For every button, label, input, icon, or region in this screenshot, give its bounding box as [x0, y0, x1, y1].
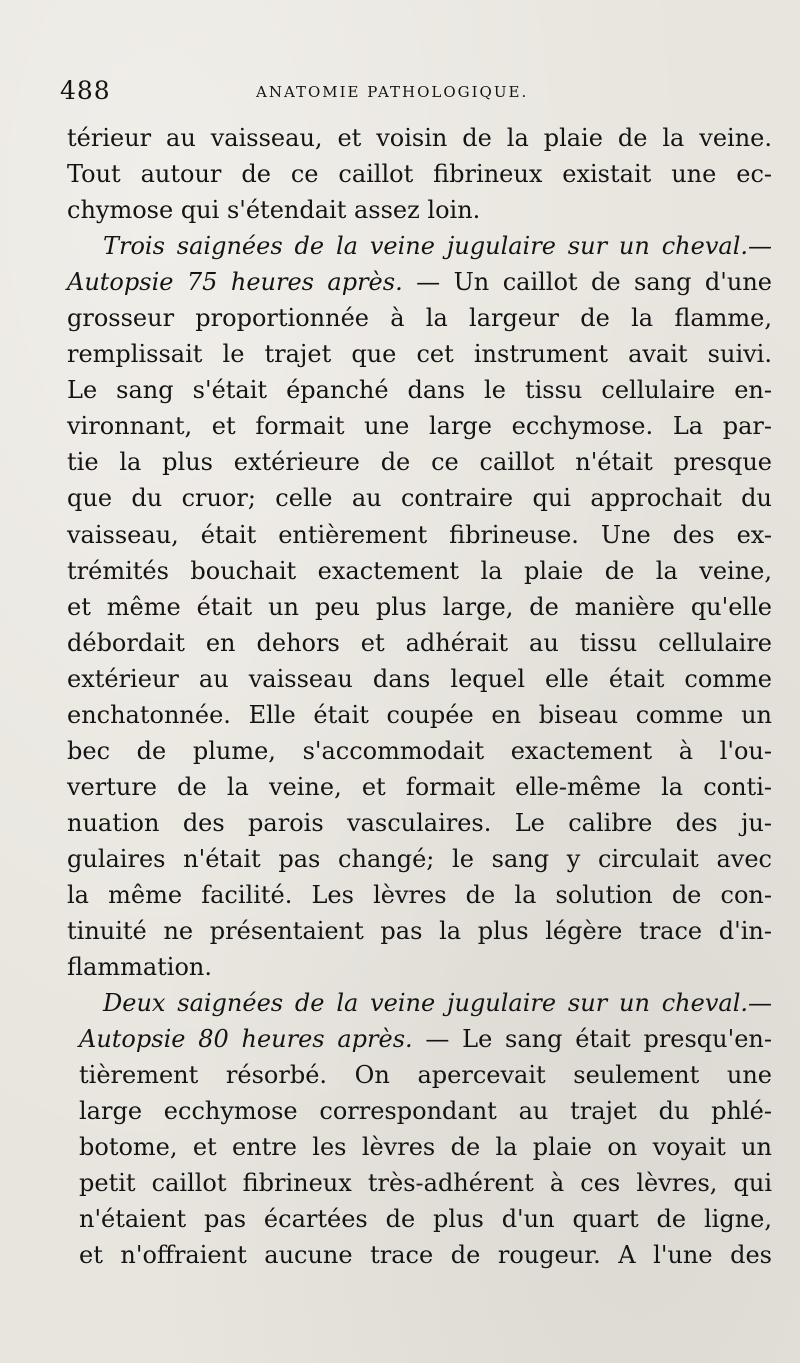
text-line: nuation des parois vasculaires. Le calibre des ju-	[67, 808, 772, 837]
text-line: bec de plume, s'accommodait exactement à l'ou-	[67, 736, 772, 765]
text-line	[67, 1021, 772, 1057]
text-line: n'étaient pas écartées de plus d'un quart de ligne,	[79, 1205, 772, 1234]
text-line: grosseur proportionnée à la largeur de la flamme,	[67, 304, 772, 333]
text-line: flammation.	[67, 953, 212, 982]
text-line-italic-heading: Trois saignées de la veine jugulaire sur un cheval.—	[103, 232, 772, 261]
text-line: botome, et entre les lèvres de la plaie on voyait un	[79, 1133, 772, 1162]
text-line-italic-heading: Deux saignées de la veine jugulaire sur un cheval.—	[103, 989, 772, 1018]
autopsy-label: Autopsie 80 heures après.	[79, 1025, 413, 1054]
text-line: enchatonnée. Elle était coupée en biseau comme un	[67, 700, 772, 729]
text-line: chymose qui s'étendait assez loin.	[67, 196, 481, 225]
text-line: térieur au vaisseau, et voisin de la plaie de la veine.	[67, 124, 772, 152]
text-line: Tout autour de ce caillot fibrineux existait une ec-	[67, 160, 772, 189]
text-run: — Le sang était presqu'en-	[412, 1025, 772, 1054]
text-line: la même facilité. Les lèvres de la solution de con-	[67, 880, 772, 909]
text-line	[67, 264, 772, 300]
text-line: verture de la veine, et formait elle-même la conti-	[67, 772, 772, 801]
text-line: petit caillot fibrineux très-adhérent à ces lèvres, qui	[79, 1169, 772, 1198]
text-line: tièrement résorbé. On apercevait seulement une	[79, 1061, 772, 1090]
text-line: vironnant, et formait une large ecchymose. La par-	[67, 412, 772, 441]
text-line: débordait en dehors et adhérait au tissu cellulaire	[67, 628, 772, 657]
text-line: que du cruor; celle au contraire qui approchait du	[67, 484, 772, 513]
text-line: et n'offraient aucune trace de rougeur. A l'une des	[79, 1241, 772, 1270]
text-line: tie la plus extérieure de ce caillot n'était presque	[67, 448, 772, 477]
text-line: large ecchymose correspondant au trajet du phlé-	[79, 1097, 772, 1126]
body-text	[67, 120, 772, 1274]
text-line: et même était un peu plus large, de manière qu'elle	[67, 592, 772, 621]
page-number: 488	[60, 76, 111, 105]
text-line: gulaires n'était pas changé; le sang y circulait avec	[67, 844, 772, 873]
text-line: remplissait le trajet que cet instrument avait suivi.	[67, 340, 772, 369]
text-run: — Un caillot de sang d'une	[402, 268, 772, 297]
text-line: trémités bouchait exactement la plaie de la veine,	[67, 556, 772, 585]
text-line: tinuité ne présentaient pas la plus légère trace d'in-	[67, 917, 772, 946]
text-line: vaisseau, était entièrement fibrineuse. Une des ex-	[67, 520, 772, 549]
text-line: extérieur au vaisseau dans lequel elle était comme	[67, 664, 772, 693]
running-head: ANATOMIE PATHOLOGIQUE.	[256, 83, 529, 101]
page-header	[60, 76, 760, 116]
autopsy-label: Autopsie 75 heures après.	[67, 268, 403, 297]
text-line: Le sang s'était épanché dans le tissu cellulaire en-	[67, 376, 772, 405]
